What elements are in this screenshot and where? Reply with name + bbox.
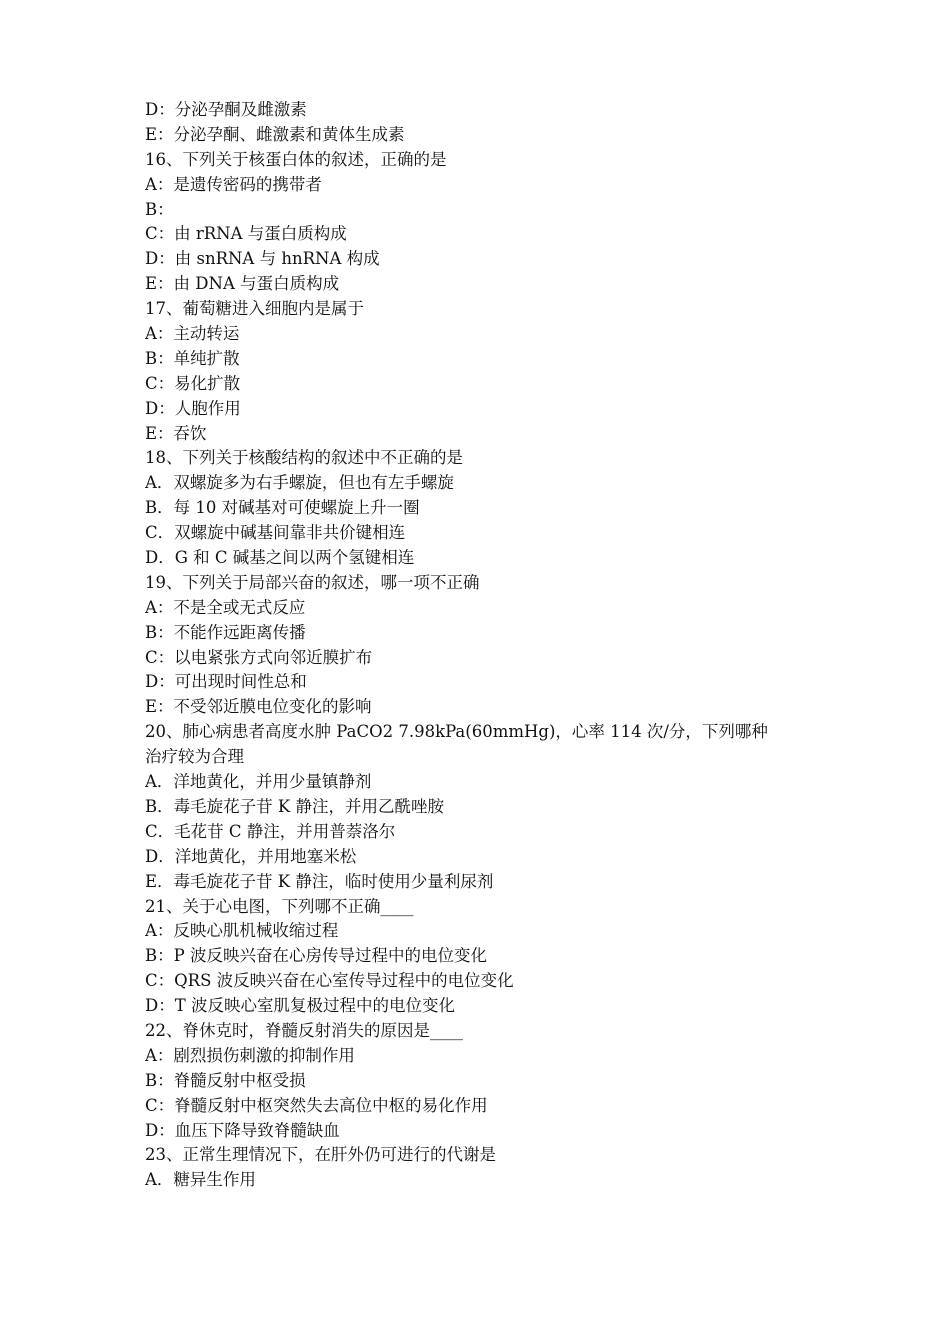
answer-option: A：不是全或无式反应: [145, 597, 306, 617]
answer-option: E：不受邻近膜电位变化的影响: [145, 697, 372, 717]
question-text-block: [145, 98, 825, 1193]
question-stem: 17、葡萄糖进入细胞内是属于: [145, 299, 364, 319]
question-stem: 18、下列关于核酸结构的叙述中不正确的是: [145, 448, 463, 468]
question-stem: 21、关于心电图，下列哪不正确____: [145, 896, 414, 916]
answer-option: A：是遗传密码的携带者: [145, 174, 322, 194]
answer-option: B：不能作远距离传播: [145, 622, 306, 642]
answer-option: E：由 DNA 与蛋白质构成: [145, 274, 340, 294]
answer-option: C．毛花苷 C 静注，并用普萘洛尔: [145, 821, 396, 841]
answer-option: B．每 10 对碱基对可使螺旋上升一圈: [145, 498, 420, 518]
answer-option: A：主动转运: [145, 324, 240, 344]
answer-option: A．洋地黄化，并用少量镇静剂: [145, 772, 372, 792]
answer-option: C．双螺旋中碱基间靠非共价键相连: [145, 523, 406, 543]
answer-option: A：剧烈损伤刺激的抑制作用: [145, 1045, 355, 1065]
question-stem: 19、下列关于局部兴奋的叙述，哪一项不正确: [145, 572, 480, 592]
answer-option: A．双螺旋多为右手螺旋，但也有左手螺旋: [145, 473, 454, 493]
answer-option: C：易化扩散: [145, 373, 241, 393]
answer-option: D．洋地黄化，并用地塞米松: [145, 846, 357, 866]
answer-option: D．G 和 C 碱基之间以两个氢键相连: [145, 548, 415, 568]
question-stem: 22、脊休克时，脊髓反射消失的原因是____: [145, 1020, 463, 1040]
text-line: D：分泌孕酮及雌激素: [145, 100, 307, 119]
answer-option: D：血压下降导致脊髓缺血: [145, 1120, 340, 1140]
question-stem: 20、肺心病患者高度水肿 PaCO2 7.98kPa(60mmHg)，心率 114 次/分，下列哪种: [145, 722, 768, 742]
answer-option: C：QRS 波反映兴奋在心室传导过程中的电位变化: [145, 971, 514, 991]
answer-option: E．毒毛旋花子苷 K 静注，临时使用少量利尿剂: [145, 871, 494, 891]
answer-option: B．毒毛旋花子苷 K 静注，并用乙酰唑胺: [145, 796, 444, 816]
answer-option: A．糖异生作用: [145, 1170, 256, 1190]
answer-option: C：以电紧张方式向邻近膜扩布: [145, 647, 373, 667]
answer-option: C：脊髓反射中枢突然失去高位中枢的易化作用: [145, 1095, 488, 1115]
answer-option: C：由 rRNA 与蛋白质构成: [145, 224, 347, 244]
answer-option: D：由 snRNA 与 hnRNA 构成: [145, 249, 380, 269]
answer-option: E：吞饮: [145, 423, 207, 443]
question-stem-continued: 治疗较为合理: [145, 747, 244, 767]
answer-option: A：反映心肌机械收缩过程: [145, 921, 339, 941]
text-line: E：分泌孕酮、雌激素和黄体生成素: [145, 124, 405, 144]
answer-option: B：脊髓反射中枢受损: [145, 1070, 306, 1090]
answer-option: B：单纯扩散: [145, 348, 240, 368]
answer-option: B：P 波反映兴奋在心房传导过程中的电位变化: [145, 946, 487, 966]
question-stem: 23、正常生理情况下，在肝外仍可进行的代谢是: [145, 1145, 496, 1165]
answer-option: B：: [145, 199, 174, 219]
answer-option: D：T 波反映心室肌复极过程中的电位变化: [145, 996, 455, 1016]
question-stem: 16、下列关于核蛋白体的叙述，正确的是: [145, 149, 447, 169]
answer-option: D：人胞作用: [145, 398, 241, 418]
answer-option: D：可出现时间性总和: [145, 672, 307, 692]
